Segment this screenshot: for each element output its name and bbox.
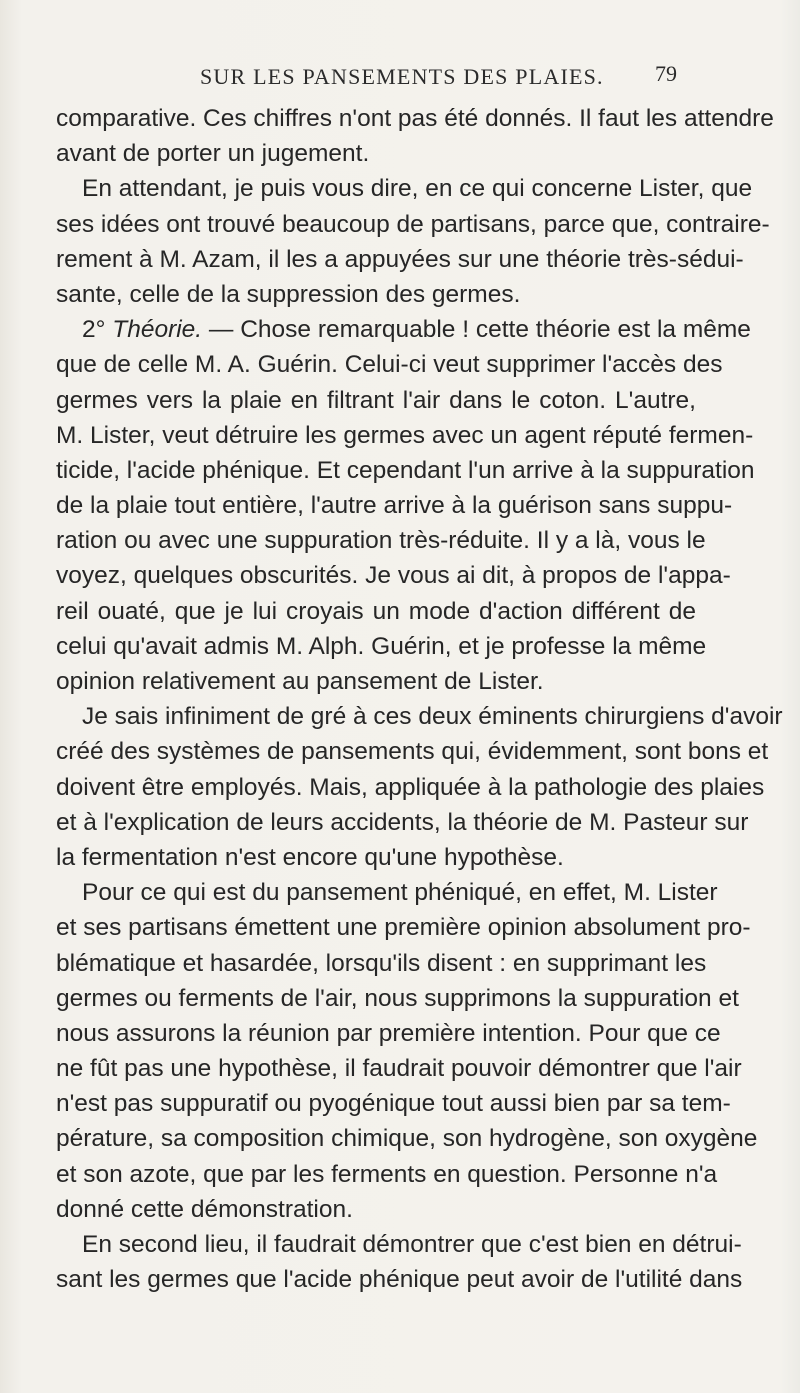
text-line: blématique et hasardée, lorsqu'ils disent : en supprimant les <box>56 949 707 977</box>
text-line: germes vers la plaie en filtrant l'air dans le coton. L'autre, <box>56 386 696 414</box>
text-line: n'est pas suppuratif ou pyogénique tout aussi bien par sa tem- <box>56 1090 731 1118</box>
text-line: sant les germes que l'acide phénique peut avoir de l'utilité dans <box>56 1266 743 1294</box>
text-line: En attendant, je puis vous dire, en ce qui concerne Lister, que <box>82 175 753 203</box>
text-line: créé des systèmes de pansements qui, évidemment, sont bons et <box>56 738 769 766</box>
text-line: nous assurons la réunion par première intention. Pour que ce <box>56 1019 721 1047</box>
text-line: que de celle M. A. Guérin. Celui-ci veut supprimer l'accès des <box>56 351 723 379</box>
text-line: rement à M. Azam, il les a appuyées sur une théorie très-sédui- <box>56 245 744 273</box>
text-line: et à l'explication de leurs accidents, la théorie de M. Pasteur sur <box>56 808 749 836</box>
page-header <box>0 61 800 94</box>
text-line: reil ouaté, que je lui croyais un mode d'action différent de <box>56 597 696 625</box>
text-line: M. Lister, veut détruire les germes avec un agent réputé fermen- <box>56 421 754 449</box>
body-text <box>56 101 783 1297</box>
text-line: doivent être employés. Mais, appliquée à la pathologie des plaies <box>56 773 765 801</box>
text-line: de la plaie tout entière, l'autre arrive à la guérison sans suppu- <box>56 492 733 520</box>
text-line: En second lieu, il faudrait démontrer que c'est bien en détrui- <box>82 1231 742 1258</box>
text-line: celui qu'avait admis M. Alph. Guérin, et je professe la même <box>56 632 707 660</box>
text-line: comparative. Ces chiffres n'ont pas été donnés. Il faut les attendre <box>56 105 774 132</box>
text-line: Je sais infiniment de gré à ces deux éminents chirurgiens d'avoir <box>82 703 783 731</box>
text-line: donné cette démonstration. <box>56 1195 353 1223</box>
text-line: ration ou avec une suppuration très-réduite. Il y a là, vous le <box>56 527 706 555</box>
running-title: SUR LES PANSEMENTS DES PLAIES. <box>200 64 604 89</box>
text-line: ne fût pas une hypothèse, il faudrait pouvoir démontrer que l'air <box>56 1055 742 1083</box>
text-line: et son azote, que par les ferments en question. Personne n'a <box>56 1160 718 1188</box>
text-line: avant de porter un jugement. <box>56 140 370 168</box>
text-line: la fermentation n'est encore qu'une hypothèse. <box>56 843 564 871</box>
text-line: ticide, l'acide phénique. Et cependant l'un arrive à la suppuration <box>56 456 755 484</box>
text-line: germes ou ferments de l'air, nous supprimons la suppuration et <box>56 984 739 1012</box>
text-line: sante, celle de la suppression des germes. <box>56 280 521 308</box>
text-line: ses idées ont trouvé beaucoup de partisans, parce que, contraire- <box>56 210 770 238</box>
text-line: Pour ce qui est du pansement phéniqué, en effet, M. Lister <box>82 879 718 907</box>
page-number: 79 <box>655 61 677 86</box>
text-line: voyez, quelques obscurités. Je vous ai dit, à propos de l'appa- <box>56 562 731 590</box>
text-line-theorie-heading: 2° Théorie. — Chose remarquable ! cette théorie est la même <box>82 316 751 344</box>
text-line: pérature, sa composition chimique, son hydrogène, son oxygène <box>56 1125 758 1153</box>
text-line: opinion relativement au pansement de Lister. <box>56 668 544 695</box>
text-line: et ses partisans émettent une première opinion absolument pro- <box>56 914 751 942</box>
